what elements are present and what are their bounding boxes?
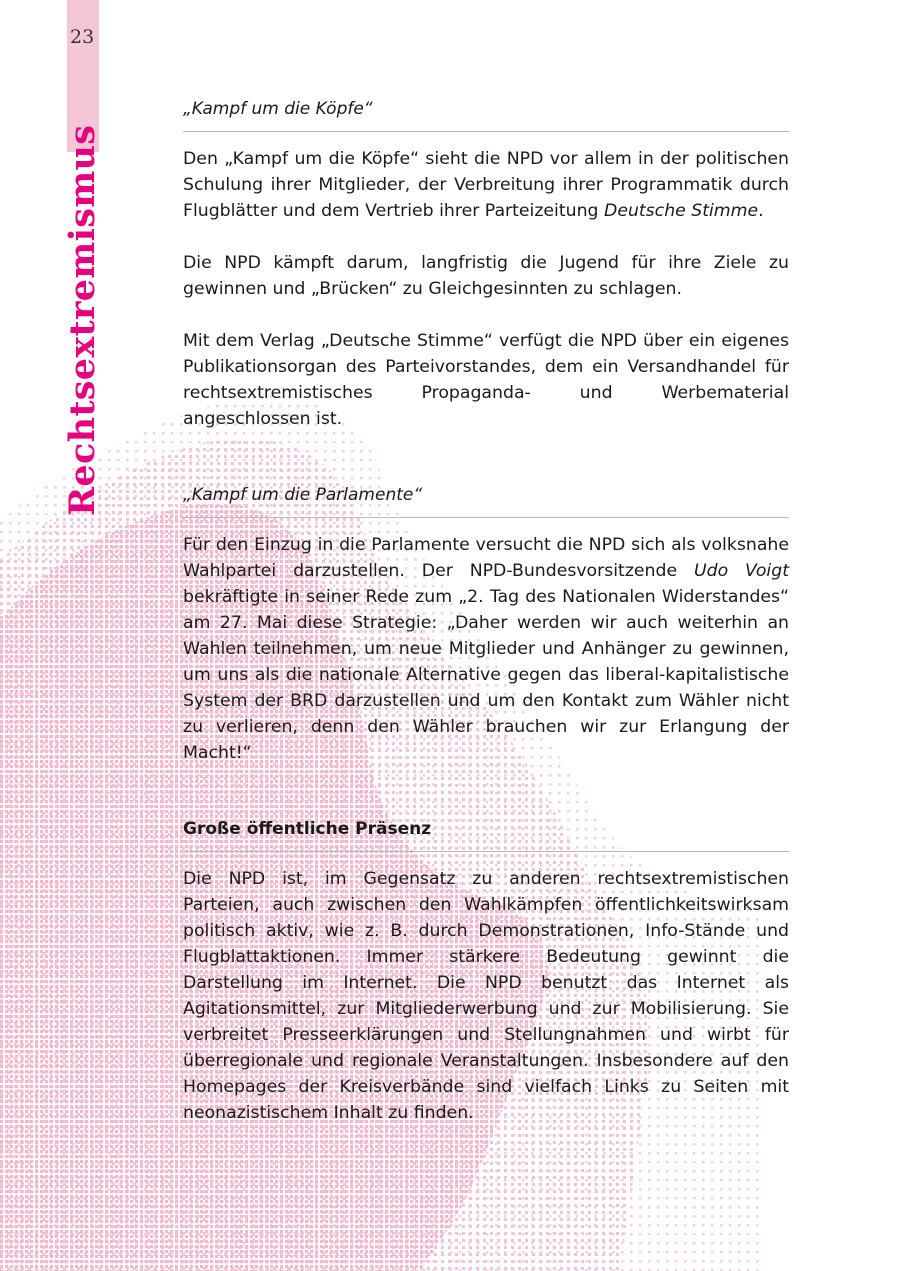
paragraph: Die NPD kämpft darum, langfristig die Jugend für ihre Ziele zu gewinnen und „Brücken“ zu Gleichgesinnten zu schlagen. (183, 253, 789, 299)
paragraph (183, 532, 789, 766)
paragraph-text: Den „Kampf um die Köpfe“ sieht die NPD vor allem in der politischen Schulung ihrer Mitglieder, der Verbreitung ihrer Programmatik durch Flugblätter und dem Vertrieb ihrer Parteizeitung (183, 149, 789, 221)
paragraph-text: bekräftigte in seiner Rede zum „2. Tag des Nationalen Widerstandes“ am 27. Mai diese Strategie: „Daher werden wir auch weiterhin an Wahlen teilnehmen, um neue Mitglieder und Anhänger zu gewinnen, um uns als die nationale Alternative gegen das liberal-kapitalistische System der BRD darzustellen und um den Kontakt zum Wähler nicht zu verlieren, denn den Wähler brauchen wir zur Erlangung der Macht!“ (183, 587, 789, 763)
section-heading-kampf-um-die-parlamente: „Kampf um die Parlamente“ (183, 482, 789, 518)
paragraph-text: Für den Einzug in die Parlamente versucht die NPD sich als volksnahe Wahlpartei darzustellen. Der NPD-Bundesvorsitzende (183, 535, 789, 581)
paragraph-text: . (758, 201, 764, 221)
publication-name: Deutsche Stimme (604, 201, 759, 221)
paragraph: Die NPD ist, im Gegensatz zu anderen rechtsextremistischen Parteien, auch zwischen den Wahlkämpfen öffentlichkeitswirksam politisch aktiv, wie z. B. durch Demonstrationen, Info-Stände und Flugblattaktionen. Immer stärkere Bedeutung gewinnt die Darstellung im Internet. Die NPD benutzt das Internet als Agitationsmittel, zur Mitgliederwerbung und zur Mobilisierung. Sie verbreitet Presseerklärungen und Stellungnahmen und wirbt für überregionale und regionale Veranstaltungen. Insbesondere auf den Homepages der Kreisverbände sind vielfach Links zu Seiten mit neonazistischem Inhalt zu finden. (183, 869, 789, 1123)
section-heading-oeffentliche-praesenz: Große öffentliche Präsenz (183, 816, 789, 852)
paragraph (183, 146, 789, 224)
page-number: 23 (70, 26, 95, 48)
paragraph: Mit dem Verlag „Deutsche Stimme“ verfügt die NPD über ein eigenes Publikationsorgan des Parteivorstandes, dem ein Versandhandel für rechtsextremistisches Propaganda- und Werbematerial angeschlossen ist. (183, 331, 789, 429)
section-label-vertical: Rechtsextremismus (62, 124, 103, 516)
section-heading-kampf-um-die-koepfe: „Kampf um die Köpfe“ (183, 96, 789, 132)
person-name: Udo Voigt (693, 561, 789, 581)
main-content (183, 96, 789, 1126)
